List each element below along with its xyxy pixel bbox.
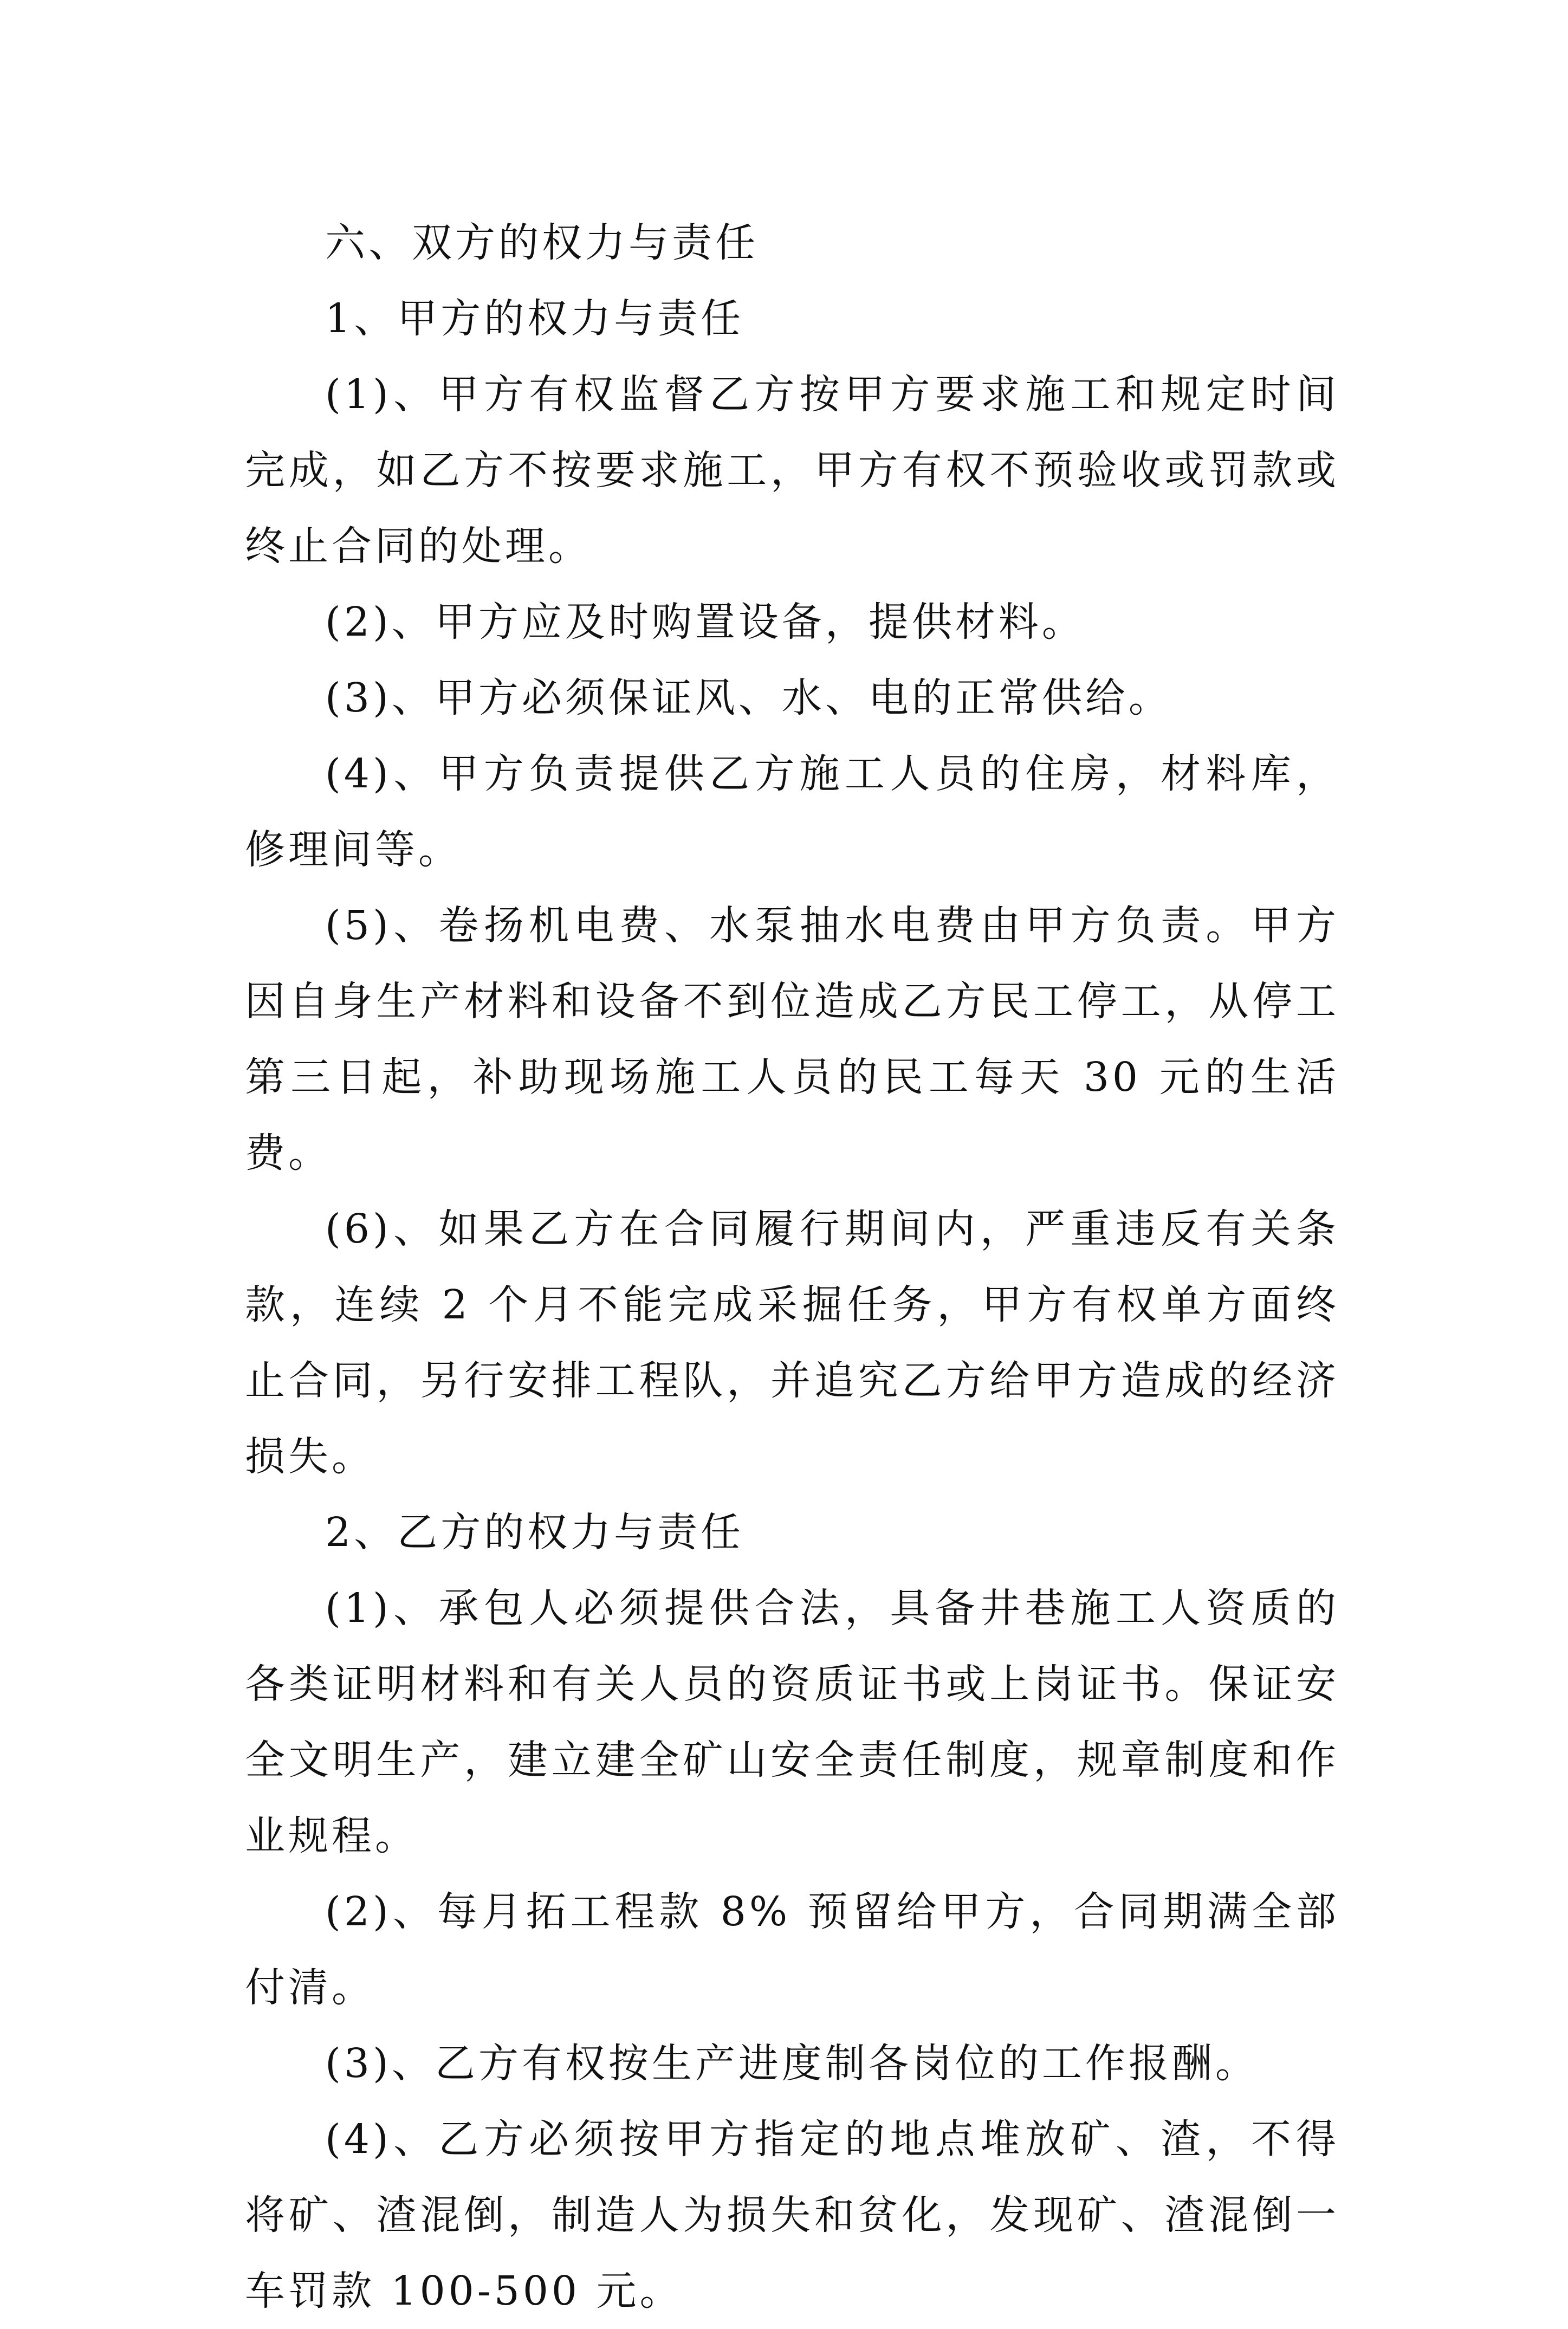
document-body (245, 205, 1339, 2329)
party-a-item-4: (4)、甲方负责提供乙方施工人员的住房，材料库，修理间等。 (245, 751, 1339, 873)
party-a-item-2: (2)、甲方应及时购置设备，提供材料。 (325, 599, 1085, 645)
section-title: 六、双方的权力与责任 (325, 219, 759, 266)
party-a-heading: 1、甲方的权力与责任 (325, 295, 744, 342)
party-b-item-3: (3)、乙方有权按生产进度制各岗位的工作报酬。 (325, 2040, 1259, 2087)
party-a-item-5: (5)、卷扬机电费、水泵抽水电费由甲方负责。甲方因自身生产材料和设备不到位造成乙方民工停工，从停工第三日起，补助现场施工人员的民工每天 30 元的生活费。 (245, 902, 1339, 1176)
party-a-item-3: (3)、甲方必须保证风、水、电的正常供给。 (325, 675, 1172, 721)
party-b-heading: 2、乙方的权力与责任 (325, 1509, 744, 1556)
party-b-item-2: (2)、每月拓工程款 8% 预留给甲方，合同期满全部付清。 (245, 1888, 1339, 2011)
party-b-item-4: (4)、乙方必须按甲方指定的地点堆放矿、渣，不得将矿、渣混倒，制造人为损失和贫化，发现矿、渣混倒一车罚款 100-500 元。 (245, 2116, 1339, 2314)
party-b-item-1: (1)、承包人必须提供合法，具备井巷施工人资质的各类证明材料和有关人员的资质证书或上岗证书。保证安全文明生产，建立建全矿山安全责任制度，规章制度和作业规程。 (245, 1585, 1339, 1859)
party-a-item-6: (6)、如果乙方在合同履行期间内，严重违反有关条款，连续 2 个月不能完成采掘任务，甲方有权单方面终止合同，另行安排工程队，并追究乙方给甲方造成的经济损失。 (245, 1206, 1339, 1480)
party-a-item-1: (1)、甲方有权监督乙方按甲方要求施工和规定时间完成，如乙方不按要求施工，甲方有权不预验收或罚款或终止合同的处理。 (245, 371, 1339, 570)
